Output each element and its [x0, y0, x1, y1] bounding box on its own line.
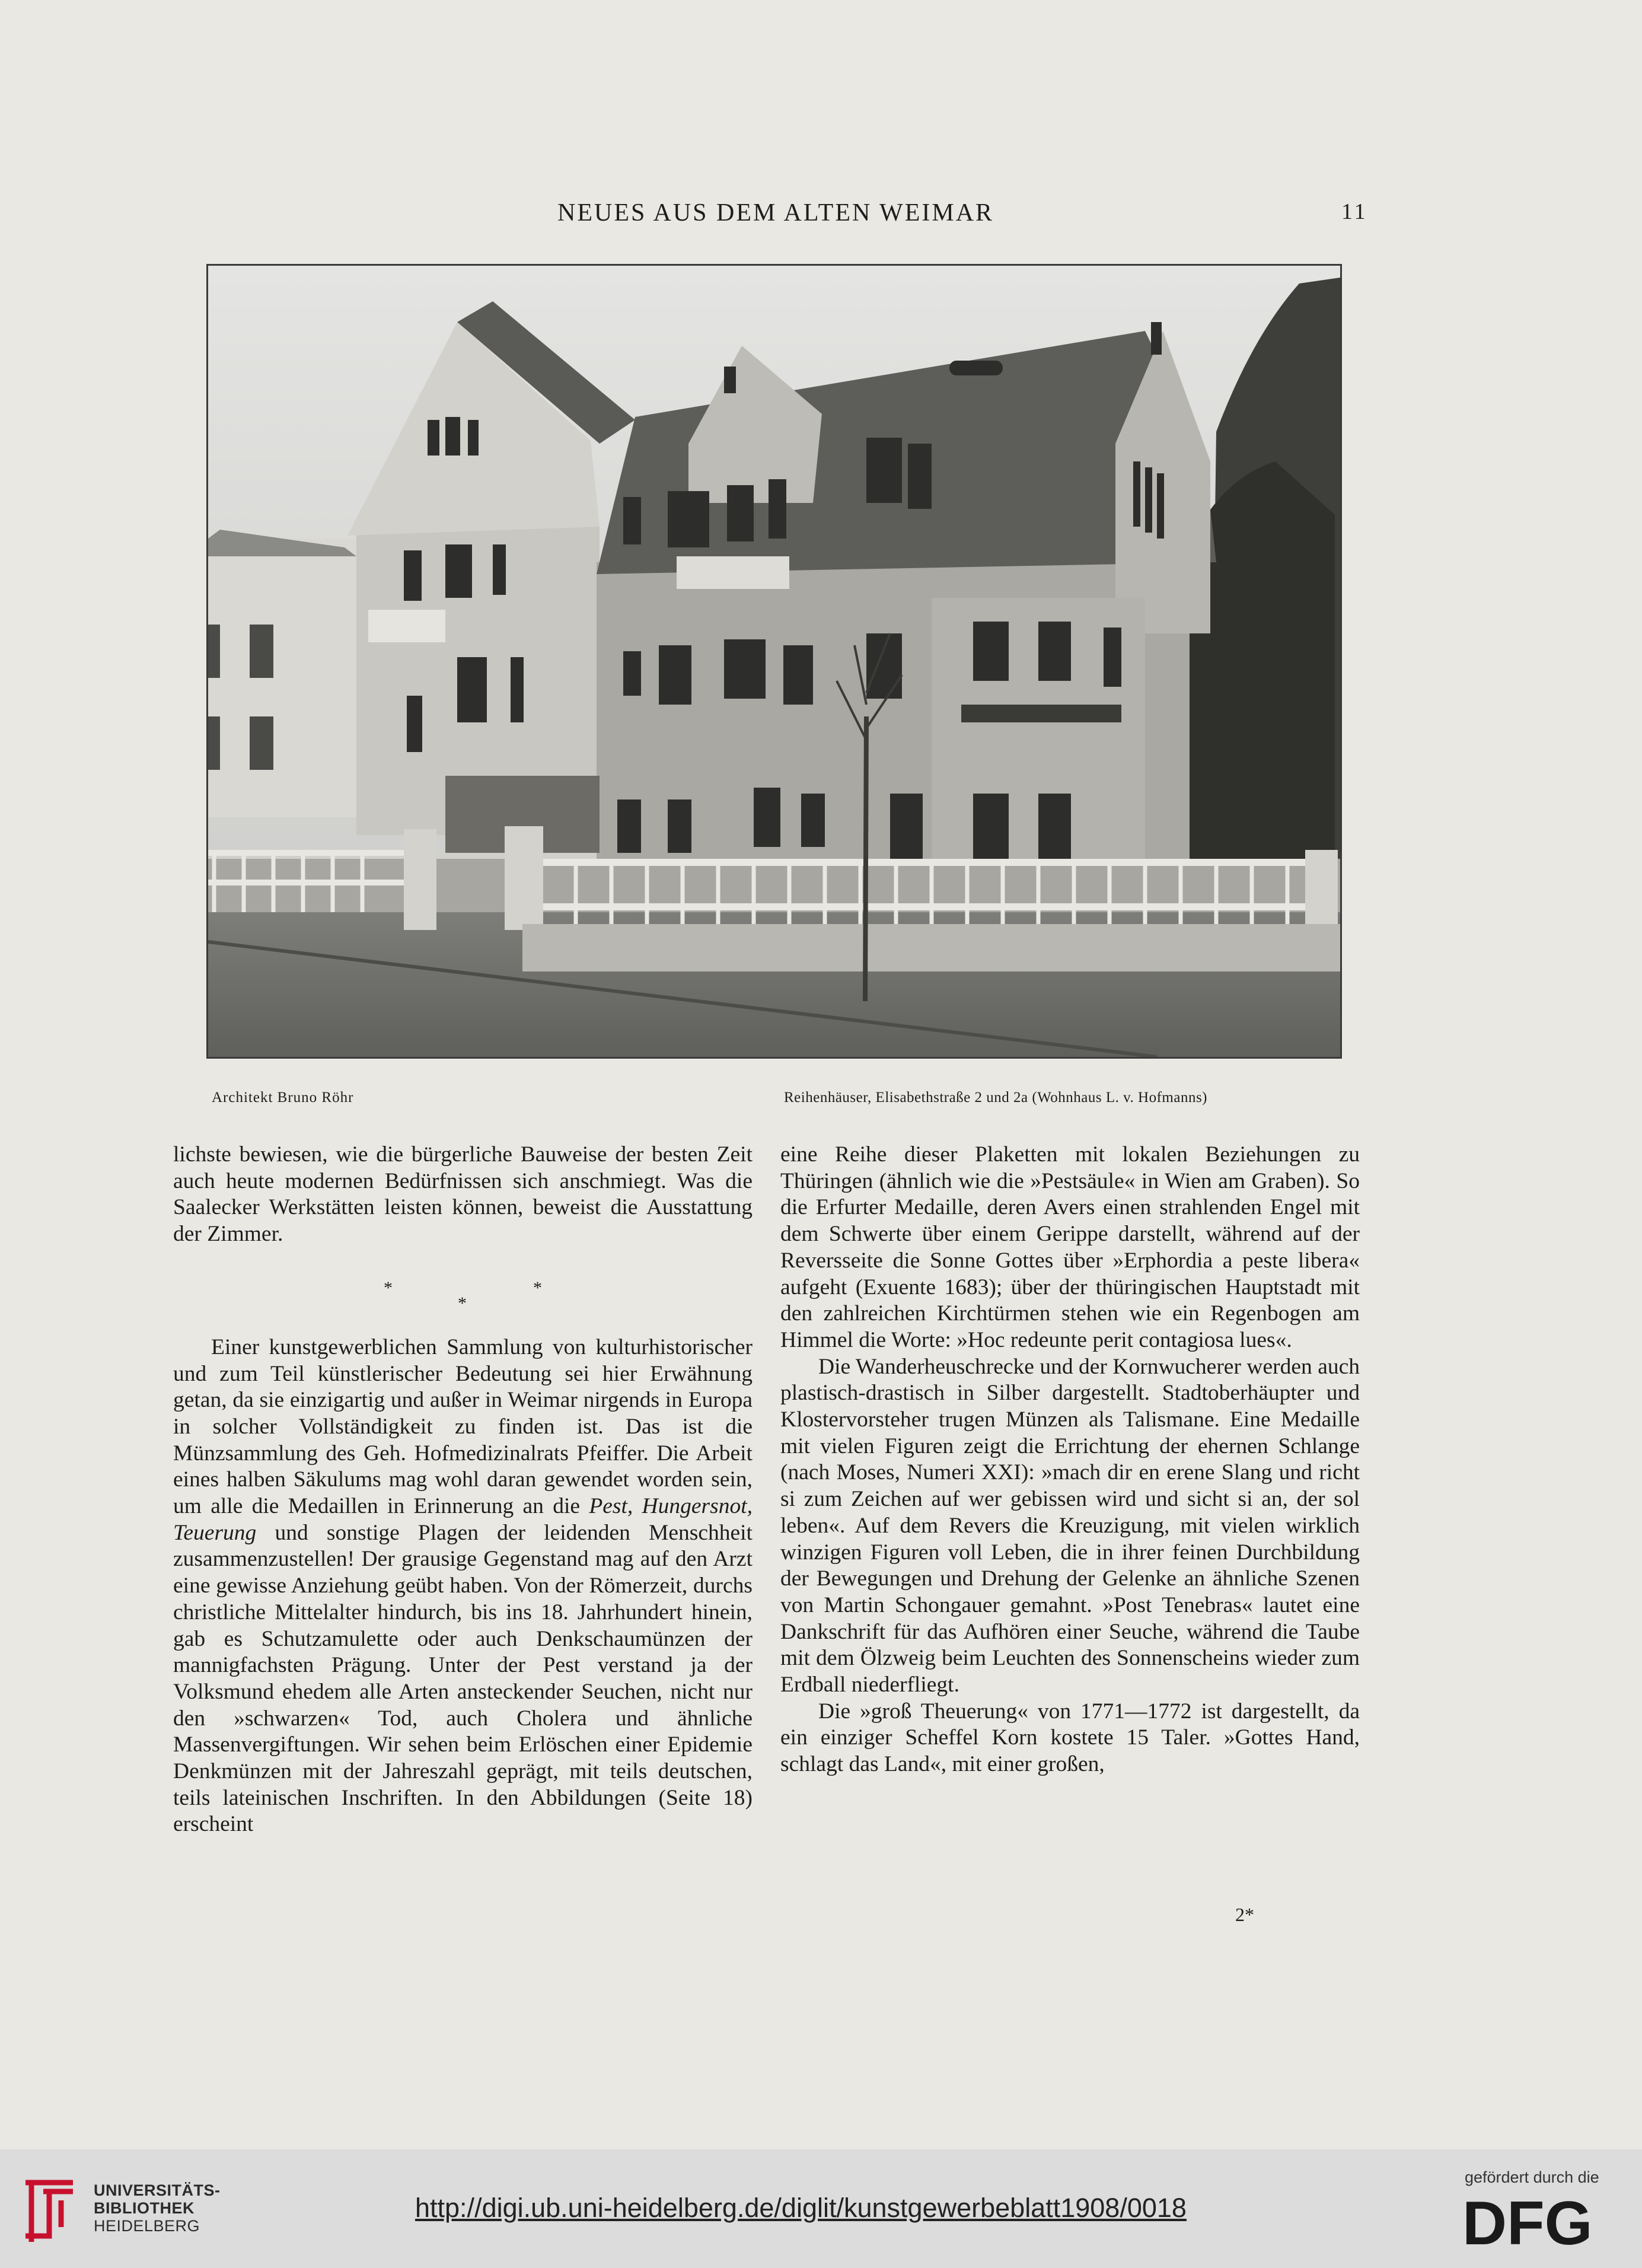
section-break	[173, 1262, 753, 1327]
architecture-photograph	[206, 264, 1342, 1059]
page-number: 11	[1341, 199, 1368, 224]
paragraph: eine Reihe dieser Plaketten mit lokalen Beziehungen zu Thüringen (ähnlich wie die »Pestsäule« in Wien am Graben). So die Erfurter Medaille, deren Avers einen strahlenden Engel mit dem Schwerte über einem Gerippe darstellt, während auf der Reversseite die Sonne Gottes über »Erphordia a peste libera« aufgeht (Exuente 1683); über der thüringischen Hauptstadt mit den zahlreichen Kirchtürmen stehen wie ein Regenbogen am Himmel die Worte: »Hoc redeunte perit contagiosa lues«.	[780, 1142, 1360, 1352]
left-text-column	[173, 1142, 753, 1838]
library-logo-icon	[17, 2171, 82, 2251]
asterisk: *	[458, 1293, 467, 1313]
italic-phrase: Pest, Hungersnot, Teuerung	[173, 1494, 753, 1545]
funding-note: gefördert durch die	[1465, 2168, 1599, 2186]
digitization-footer	[0, 2149, 1642, 2268]
signature-mark: 2*	[1235, 1904, 1254, 1925]
paragraph: Die Wanderheuschrecke und der Kornwucherer werden auch plastisch-drastisch in Silber dargestellt. Stadtoberhäupter und Klostervorsteher trugen Münzen als Talismane. Eine Medaille mit vielen Figuren zeigt die Errichtung der ehernen Schlange (nach Moses, Numeri XXI): »mach dir en erene Slang und richt si zum Zeichen auf wer gebissen wird und sicht si an, der sol leben«. Auf dem Revers die Kreuzigung, mit vielen wirklich winzigen Figuren voll Leben, die in ihrer feinen Durchbildung der Bewegungen und Drehung der Gelenke an ähnliche Szenen von Martin Schongauer gemahnt. »Post Tenebras« lautet eine Dankschrift für das Aufhören einer Seuche, während die Taube mit dem Ölzweig beim Leuchten des Sonnenscheins wieder zum Erdball niederfliegt.	[780, 1354, 1360, 1697]
paragraph: lichste bewiesen, wie die bürgerliche Bauweise der besten Zeit auch heute modernen Bedürfnissen sich anschmiegt. Was die Saalecker Werkstätten leisten können, beweist die Ausstattung der Zimmer.	[173, 1142, 753, 1247]
paragraph: Einer kunstgewerblichen Sammlung von kulturhistorischer und zum Teil künstlerischer Bedeutung sei hier Erwähnung getan, da sie einzigartig und außer in Weimar nirgends in Europa in solcher Vollständigkeit zu finden ist. Das ist die Münzsammlung des Geh. Hofmedizinalrats Pfeiffer. Die Arbeit eines halben Säkulums mag wohl daran gewendet worden sein, um alle die Medaillen in Erinnerung an die Pest, Hungersnot, Teuerung und sonstige Plagen der leidenden Menschheit zusammenzustellen! Der grausige Gegenstand mag auf den Arzt eine gewisse Anziehung geübt haben. Von der Römerzeit, durchs christliche Mittelalter hindurch, bis ins 18. Jahrhundert hinein, gab es Schutzamulette oder auch Denkschaumünzen der mannigfachsten Prägung. Unter der Pest verstand ja der Volksmund ehedem alle Arten ansteckender Seuchen, nicht nur den »schwarzen« Tod, auch Cholera und ähnliche Massenvergiftungen. Wir sehen beim Erlöschen einer Epidemie Denkmünzen mit der Jahreszahl geprägt, mit teils deutschen, teils lateinischen Inschriften. In den Abbildungen (Seite 18) erscheint	[173, 1334, 753, 1837]
photo-credit-caption: Architekt Bruno Röhr	[212, 1090, 354, 1106]
asterisk: *	[384, 1278, 393, 1298]
svg-text:DFG: DFG	[1462, 2192, 1593, 2251]
photo-caption: Reihenhäuser, Elisabethstraße 2 und 2a (Wohnhaus L. v. Hofmanns)	[784, 1090, 1207, 1106]
paragraph: Die »groß Theuerung« von 1771—1772 ist dargestellt, da ein einziger Scheffel Korn kostete 15 Taler. »Gottes Hand, schlagt das Land«, mit einer großen,	[780, 1699, 1360, 1777]
source-url-link[interactable]: http://digi.ub.uni-heidelberg.de/diglit/kunstgewerbeblatt1908/0018	[415, 2193, 1187, 2223]
library-name: UNIVERSITÄTS- BIBLIOTHEK HEIDELBERG	[94, 2181, 221, 2235]
asterisk: *	[533, 1278, 542, 1298]
right-text-column	[780, 1142, 1360, 1778]
running-title: NEUES AUS DEM ALTEN WEIMAR	[557, 199, 994, 227]
dfg-logo-icon	[1462, 2192, 1622, 2254]
